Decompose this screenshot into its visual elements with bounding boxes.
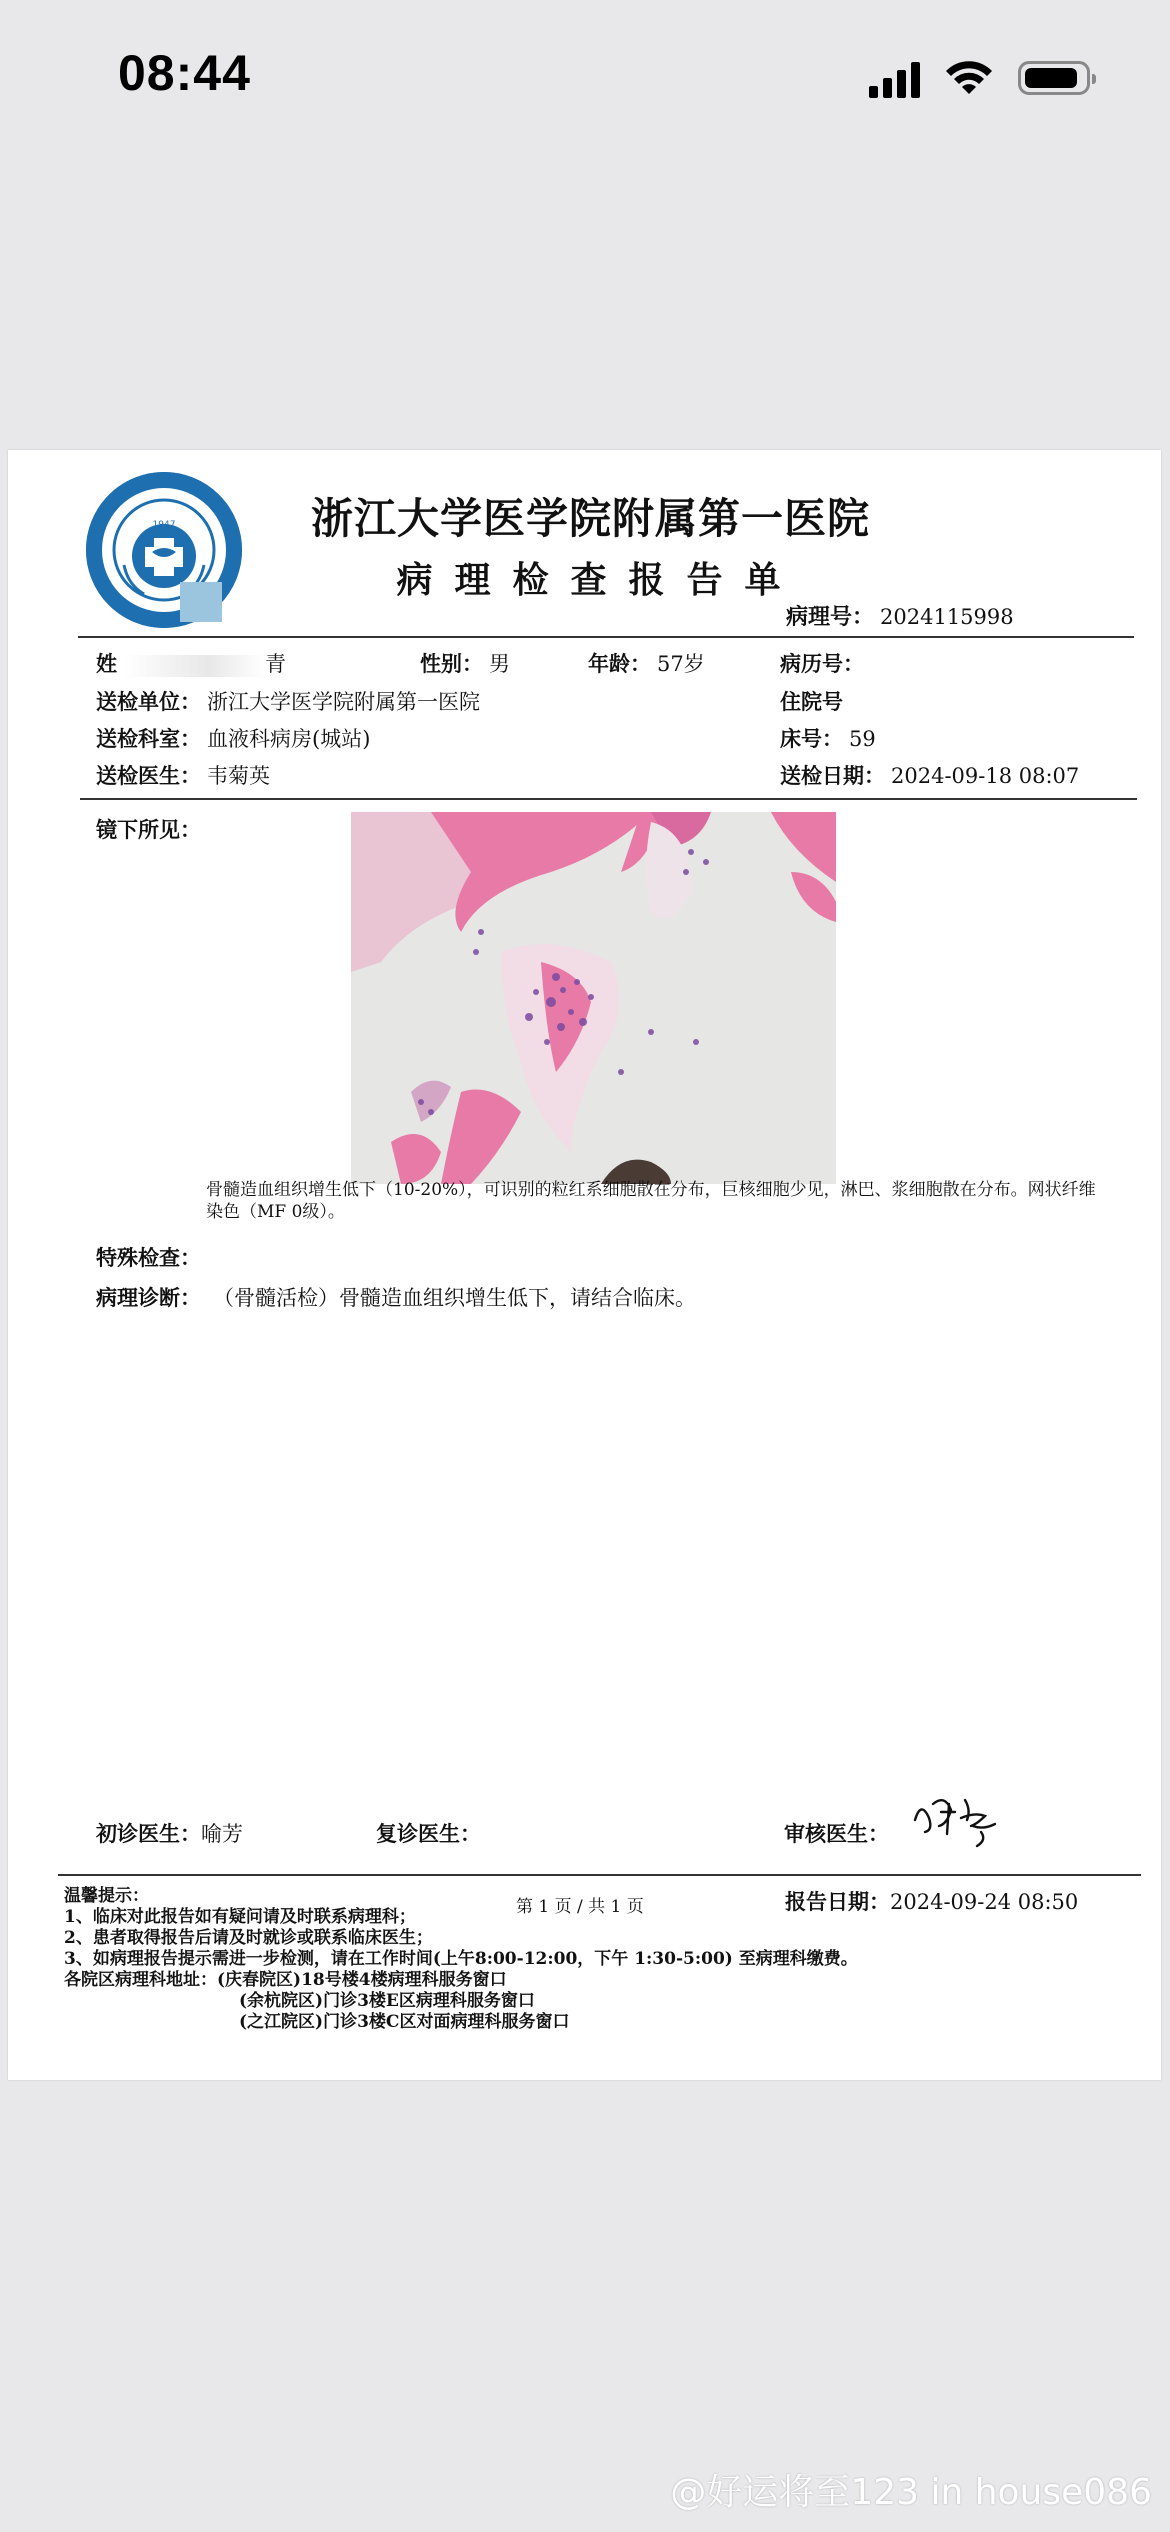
patient-name [96, 648, 286, 678]
footer-divider [58, 1874, 1141, 1876]
patient-age [588, 648, 705, 678]
cellular-signal-icon [869, 58, 920, 98]
record-number [780, 648, 870, 678]
signature [911, 1790, 1011, 1850]
bed-label: 床号： [780, 726, 843, 751]
info-divider [80, 798, 1137, 800]
review-doctor [376, 1818, 481, 1848]
hospital-name: 浙江大学医学院附属第一医院 [310, 494, 870, 543]
diagnosis-text: （骨髓活检）骨髓造血组织增生低下，请结合临床。 [213, 1286, 696, 1310]
audit-doctor-label: 审核医生： [784, 1821, 889, 1846]
special-exam-label: 特殊检查： [96, 1245, 201, 1270]
gender-label: 性别： [420, 651, 483, 676]
tip-1: 1、临床对此报告如有疑问请及时联系病理科； [64, 1907, 416, 1927]
submitting-unit [96, 686, 480, 716]
status-bar [0, 0, 1170, 150]
review-doctor-label: 复诊医生： [376, 1821, 481, 1846]
submitting-department [96, 723, 370, 753]
audit-doctor [784, 1818, 889, 1848]
address-2: (余杭院区)门诊3楼E区病理科服务窗口 [239, 1991, 535, 2011]
patient-name-redacted [125, 655, 265, 677]
unit-value: 浙江大学医学院附属第一医院 [207, 690, 480, 714]
pathology-number-label: 病理号： [786, 604, 875, 630]
initial-doctor-value: 喻芳 [201, 1822, 243, 1846]
send-date-label: 送检日期： [780, 763, 885, 788]
report-date [785, 1886, 1078, 1916]
admission-number [780, 686, 849, 716]
pathology-number [786, 600, 1014, 631]
footer-notes [64, 1886, 858, 2033]
age-value: 57岁 [657, 652, 705, 676]
pathology-number-value: 2024115998 [880, 605, 1014, 629]
microscopy-description: 骨髓造血组织增生低下（10-20%），可识别的粒红系细胞散在分布，巨核细胞少见，淋巴、浆细胞散在分布。网状纤维染色（MF 0级）。 [206, 1180, 1096, 1222]
tip-2: 2、患者取得报告后请及时就诊或联系临床医生； [64, 1928, 433, 1948]
battery-icon [1018, 61, 1090, 95]
dept-label: 送检科室： [96, 726, 201, 751]
address-1: 各院区病理科地址：(庆春院区)18号楼4楼病理科服务窗口 [64, 1970, 507, 1990]
patient-name-tail: 青 [265, 652, 286, 676]
histology-slide [351, 812, 836, 1184]
doctor-value: 韦菊英 [207, 764, 270, 788]
bed-number [780, 723, 876, 753]
status-time: 08:44 [118, 45, 251, 101]
send-date-value: 2024-09-18 08:07 [891, 764, 1080, 788]
age-label: 年龄： [588, 651, 651, 676]
unit-label: 送检单位： [96, 689, 201, 714]
admission-label: 住院号 [780, 689, 843, 714]
bed-value: 59 [849, 727, 876, 751]
patient-name-label: 姓 [96, 651, 117, 676]
submitting-doctor [96, 760, 270, 790]
watermark: @好运将至123 in house086 [670, 2472, 1152, 2513]
tip-3: 3、如病理报告提示需进一步检测，请在工作时间(上午8:00-12:00，下午 1:30-5:00) 至病理科缴费。 [64, 1949, 858, 1969]
report-title: 病理检查报告单 [396, 559, 803, 601]
header-divider [78, 636, 1134, 638]
microscopy-label: 镜下所见： [96, 817, 201, 842]
svg-text:1947: 1947 [152, 520, 176, 530]
gender-value: 男 [489, 652, 510, 676]
report-date-label: 报告日期： [785, 1889, 890, 1914]
pathology-report [8, 450, 1161, 2080]
record-number-label: 病历号： [780, 651, 864, 676]
doctor-label: 送检医生： [96, 763, 201, 788]
initial-doctor-label: 初诊医生： [96, 1821, 201, 1846]
tip-title: 温馨提示： [64, 1886, 149, 1906]
initial-doctor [96, 1818, 243, 1848]
address-3: (之江院区)门诊3楼C区对面病理科服务窗口 [239, 2012, 570, 2032]
wifi-icon [942, 58, 996, 98]
status-icons [869, 54, 1090, 102]
microscopy-image [351, 812, 836, 1184]
patient-gender [420, 648, 510, 678]
submission-date [780, 760, 1079, 790]
report-date-value: 2024-09-24 08:50 [890, 1890, 1079, 1914]
dept-value: 血液科病房(城站) [207, 727, 371, 751]
diagnosis-label: 病理诊断： [96, 1285, 201, 1310]
page-info: 第 1 页 / 共 1 页 [516, 1897, 644, 1917]
